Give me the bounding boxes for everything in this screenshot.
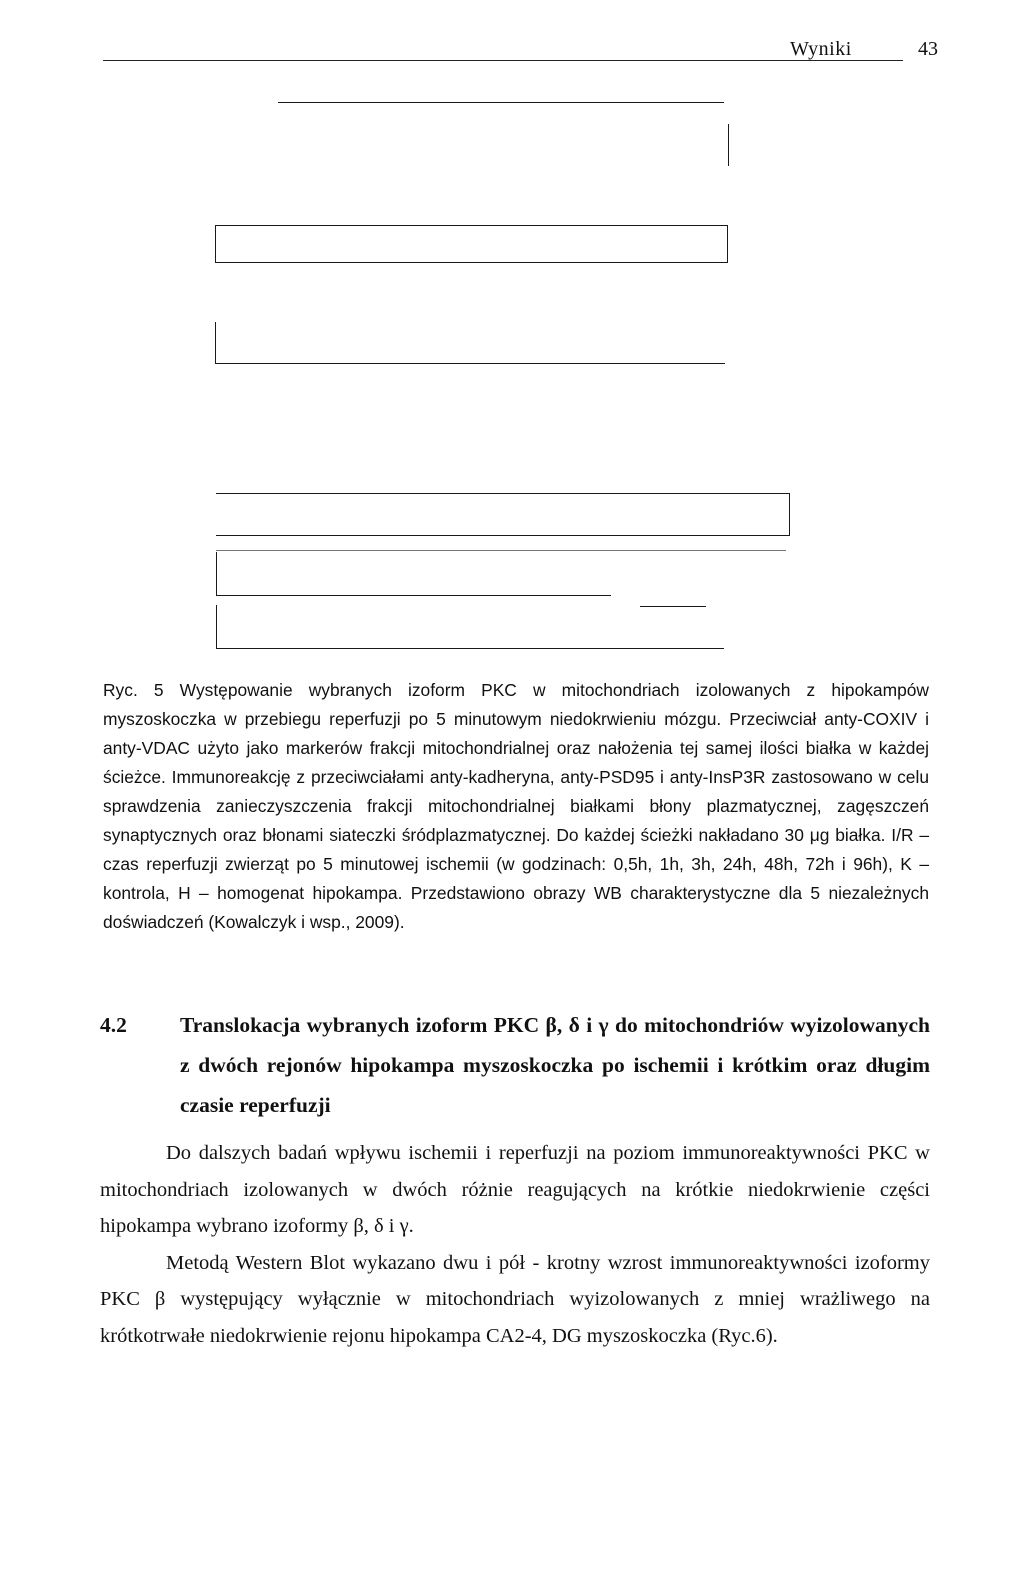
blot-panel-edge: [216, 535, 790, 536]
blot-panel-edge: [215, 363, 725, 364]
body-text: [100, 1135, 930, 1354]
blot-panel-edge: [728, 124, 729, 166]
blot-panel-edge: [216, 595, 611, 596]
section-title: Translokacja wybranych izoform PKC β, δ i γ do mitochondriów wyizolowanych z dwóch rejonów hipokampa myszoskoczka po ischemii i krótkim oraz długim czasie reperfuzji: [180, 1013, 930, 1117]
blot-panel-edge: [215, 322, 216, 364]
paragraph: Metodą Western Blot wykazano dwu i pół - krotny wzrost immunoreaktywności izoformy PKC β występujący wyłącznie w mitochondriach wyizolowanych z mniej wrażliwego na krótkotrwałe niedokrwienie rejonu hipokampa CA2-4, DG myszoskoczka (Ryc.6).: [100, 1251, 930, 1347]
blot-panel-edge: [216, 605, 217, 649]
blot-panel-edge: [215, 262, 728, 263]
blot-panel-edge: [215, 225, 728, 226]
paragraph: Do dalszych badań wpływu ischemii i reperfuzji na poziom immunoreaktywności PKC w mitochondriach izolowanych w dwóch różnie reagujących na krótkie niedokrwienie części hipokampa wybrano izoformy β, δ i γ.: [100, 1142, 930, 1237]
blot-panel-edge: [216, 493, 790, 494]
blot-panel-edge: [216, 550, 786, 551]
figure-caption: [103, 676, 929, 937]
blot-panel-edge: [278, 102, 724, 103]
page-number: 43: [918, 38, 938, 60]
blot-panel-edge: [215, 225, 216, 263]
running-header-title: Wyniki: [790, 38, 852, 60]
section-number: 4.2: [100, 1013, 127, 1037]
blot-panel-edge: [216, 552, 217, 596]
blot-panel-edge: [727, 225, 728, 263]
blot-panel-edge: [789, 493, 790, 536]
blot-panel-edge: [640, 606, 706, 607]
caption-text: Ryc. 5 Występowanie wybranych izoform PKC w mitochondriach izolowanych z hipokampów myszoskoczka w przebiegu reperfuzji po 5 minutowym niedokrwieniu mózgu. Przeciwciał anty-COXIV i anty-VDAC użyto jako markerów frakcji mitochondrialnej oraz nałożenia tej samej ilości białka w każdej ścieżce. Immunoreakcję z przeciwciałami anty-kadheryna, anty-PSD95 i anty-InsP3R zastosowano w celu sprawdzenia zanieczyszczenia frakcji mitochondrialnej białkami błony plazmatycznej, zagęszczeń synaptycznych oraz błonami siateczki śródplazmatycznej. Do każdej ścieżki nakładano 30 μg białka. I/R – czas reperfuzji zwierząt po 5 minutowej ischemii (w godzinach: 0,5h, 1h, 3h, 24h, 48h, 72h i 96h), K – kontrola, H – homogenat hipokampa. Przedstawiono obrazy WB charakterystyczne dla 5 niezależnych doświadczeń (Kowalczyk i wsp., 2009).: [103, 680, 929, 932]
blot-panel-edge: [216, 648, 724, 649]
western-blot-figure: [0, 0, 1024, 660]
